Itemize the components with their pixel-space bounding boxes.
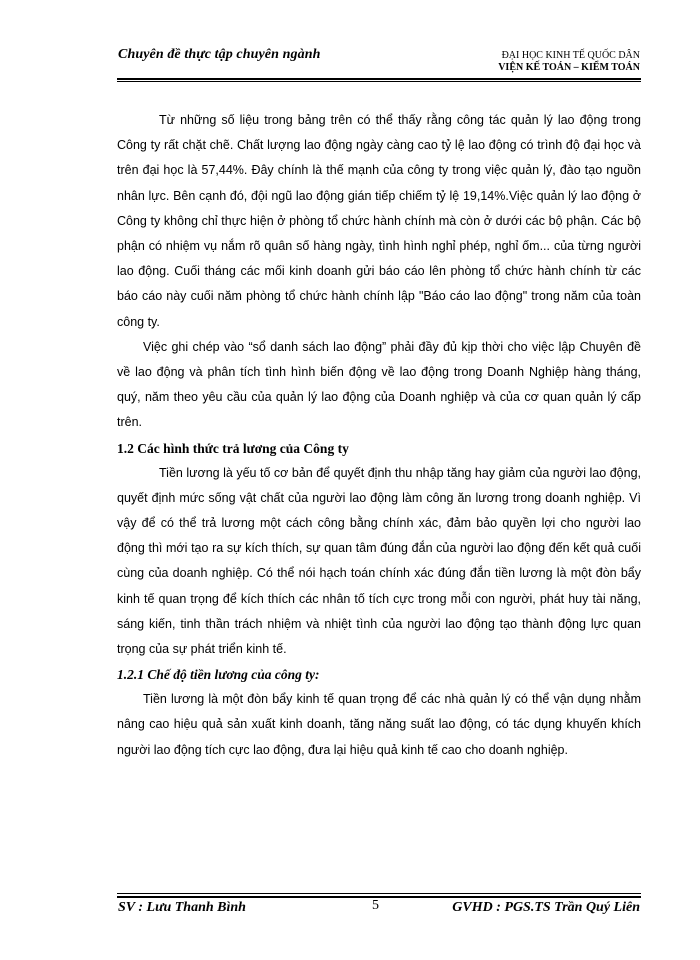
page-number: 5 xyxy=(372,898,379,913)
footer-advisor-name: GVHD : PGS.TS Trần Quý Liên xyxy=(452,900,640,915)
paragraph-labor-management: Từ những số liệu trong bảng trên có thể thấy rằng công tác quản lý lao động trong Công ty rất chặt chẽ. Chất lượng lao động ngày càng cao tỷ lệ lao động có trình độ đại học và trên đại học là 57,44%. Đây chính là thế mạnh của công ty trong việc quản lý, đào tạo nguồn nhân lực. Bên cạnh đó, đội ngũ lao động gián tiếp chiếm tỷ lệ 19,14%.Việc quản lý lao động ở Công ty không chỉ thực hiện ở phòng tổ chức hành chính mà còn ở dưới các bộ phận. Các bộ phận có nhiệm vụ nắm rõ quân số hàng ngày, tình hình nghỉ phép, nghỉ ốm... của từng người lao động. Cuối tháng các mối kinh doanh gửi báo cáo lên phòng tổ chức hành chính từ các báo cáo này cuối năm phòng tổ chức hành chính lập "Báo cáo lao động" trong năm của toàn công ty. xyxy=(117,113,641,329)
paragraph-wage-importance: Tiền lương là yếu tố cơ bản để quyết định thu nhập tăng hay giảm của người lao động, quyết định mức sống vật chất của người lao động làm công ăn lương trong doanh nghiệp. Vì vậy để có thể trả lương một cách công bằng chính xác, đảm bảo quyền lợi cho người lao động thì mới tạo ra sự kích thích, sự quan tâm đúng đắn của người lao động đến kết quả cuối cùng của doanh nghiệp. Có thể nói hạch toán chính xác đúng đắn tiền lương là một đòn bẩy kinh tế quan trọng để kích thích các nhân tố tích cực trong mỗi con người, phát huy tài năng, sáng kiến, tinh thần trách nhiệm và nhiệt tình của người lao động tạo thành động lực quan trọng của sự phát triển kinh tế. xyxy=(117,465,641,657)
paragraph-labor-records: Việc ghi chép vào “sổ danh sách lao động” phải đầy đủ kịp thời cho việc lập Chuyên đề về lao động và phân tích tình hình biến động về lao động trong Doanh Nghiệp hàng tháng, quý, năm theo yêu cầu của quản lý lao động của Doanh nghiệp và của cơ quan quản lý cấp trên. xyxy=(117,339,641,430)
header-department: VIỆN KẾ TOÁN – KIỂM TOÁN xyxy=(498,62,640,73)
header-university: ĐẠI HỌC KINH TẾ QUỐC DÂN xyxy=(501,50,640,61)
header-rule-thick xyxy=(117,78,641,80)
document-header-title: Chuyên đề thực tập chuyên ngành xyxy=(118,47,321,62)
page-body xyxy=(117,108,641,763)
paragraph-wage-lever: Tiền lương là một đòn bẩy kinh tế quan trọng để các nhà quản lý có thể vận dụng nhằm nâng cao hiệu quả sản xuất kinh doanh, tăng năng suất lao động, có tác dụng khuyến khích người lao động tích cực lao động, đưa lại hiệu quả kinh tế cao cho doanh nghiệp. xyxy=(117,692,641,757)
footer-rule-thick xyxy=(117,896,641,898)
section-heading-wage-forms: 1.2 Các hình thức trả lương của Công ty xyxy=(117,440,349,456)
subsection-heading-wage-regime: 1.2.1 Chế độ tiền lương của công ty: xyxy=(117,667,320,683)
header-institution xyxy=(498,50,640,74)
header-rule-thin xyxy=(117,81,641,82)
footer-student-name: SV : Lưu Thanh Bình xyxy=(118,900,246,915)
footer-rule-thin xyxy=(117,893,641,894)
